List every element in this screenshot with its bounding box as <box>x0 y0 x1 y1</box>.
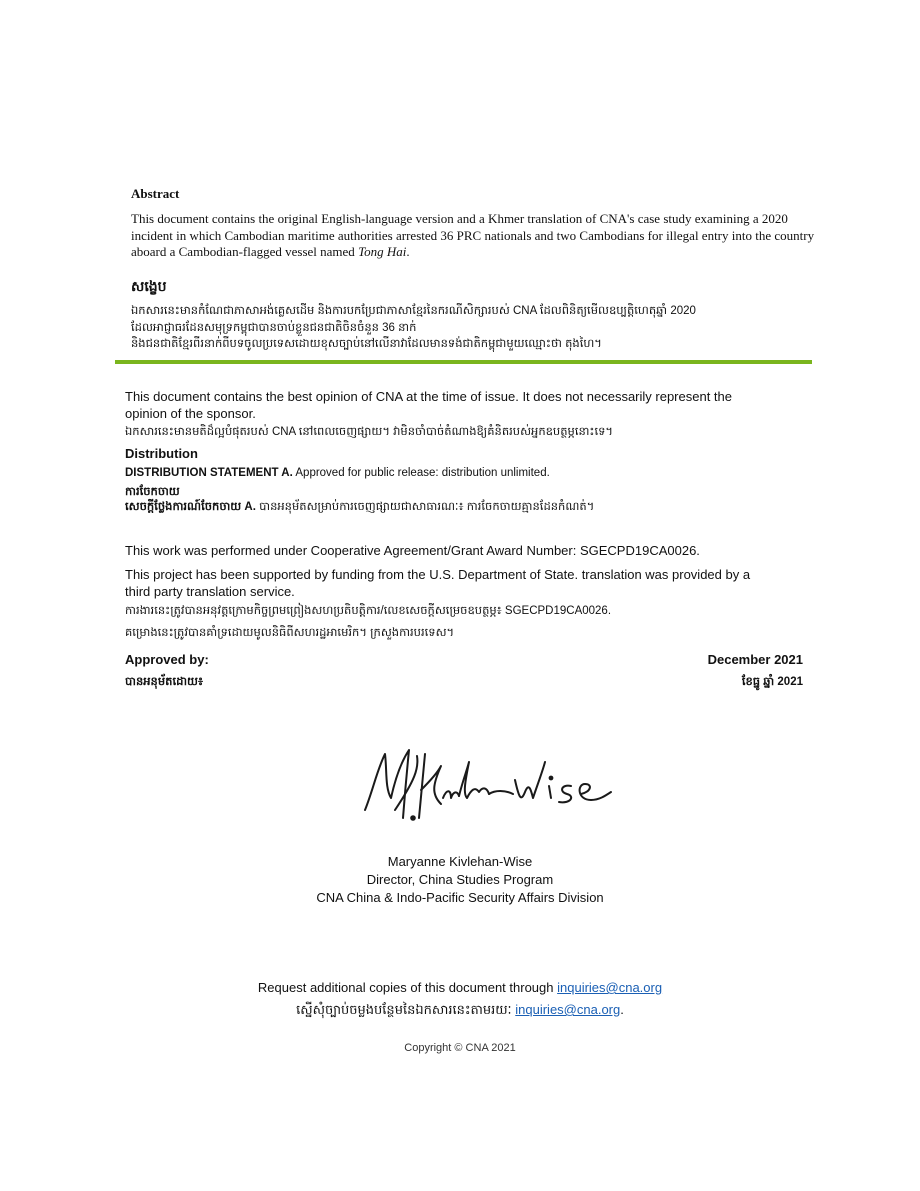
request-copies-period: . <box>620 1002 624 1017</box>
approved-by-label-khmer: បានអនុម័តដោយ៖ <box>125 676 204 688</box>
abstract-text <box>131 211 821 261</box>
approval-date: December 2021 <box>707 652 803 667</box>
abstract-heading: Abstract <box>131 186 180 201</box>
inquiries-email-link-khmer[interactable]: inquiries@cna.org <box>515 1002 621 1017</box>
green-divider <box>115 360 812 364</box>
khmer-summary-text <box>131 303 831 353</box>
opinion-statement: This document contains the best opinion of CNA at the time of issue. It does not necessarily represent the opinion of the sponsor. <box>125 389 733 421</box>
signature-image <box>355 740 625 830</box>
distribution-statement-label: DISTRIBUTION STATEMENT A. <box>125 467 293 479</box>
inquiries-email-link[interactable]: inquiries@cna.org <box>557 980 663 995</box>
opinion-statement-khmer: ឯកសារនេះមានមតិដ៏ល្អបំផុតរបស់ CNA នៅពេលចេញផ្សាយ។ វាមិនចាំបាច់តំណាងឱ្យគំនិតរបស់អ្នកឧបត្ថម្ភនោះទេ។ <box>125 426 614 438</box>
signer-title: Director, China Studies Program <box>366 872 554 887</box>
khmer-summary-heading: សង្ខេប <box>131 278 167 294</box>
distribution-statement-khmer <box>125 499 594 516</box>
funding-statement: This project has been supported by funding from the U.S. Department of State. translation was provided by a third party translation service. <box>125 567 751 599</box>
request-copies-line <box>0 980 920 995</box>
signer-name: Maryanne Kivlehan-Wise <box>387 854 533 869</box>
khmer-summary-line: ឯកសារនេះមានកំណែជាភាសាអង់គ្លេសដើម និងការបកប្រែជាភាសាខ្មែរនៃករណីសិក្សារបស់ CNA ដែលពិនិត្យមើលឧប្បត្តិហេតុឆ្នាំ 2020 <box>131 305 696 317</box>
distribution-statement <box>125 467 550 479</box>
approval-date-khmer: ខែធ្នូ ឆ្នាំ 2021 <box>741 676 803 688</box>
distribution-statement-label-khmer: សេចក្តីថ្លែងការណ៍ចែកចាយ A. <box>125 501 256 513</box>
abstract-period: . <box>406 244 410 259</box>
khmer-summary-line: ដែលអាជ្ញាធរដែនសមុទ្រកម្ពុជាបានចាប់ខ្លួនជនជាតិចិនចំនួន 36 នាក់ <box>131 321 417 334</box>
funding-statement-khmer: គម្រោងនេះត្រូវបានគាំទ្រដោយមូលនិធិពីសហរដ្ឋអាមេរិក។ ក្រសួងការបរទេស។ <box>125 627 455 639</box>
distribution-statement-text: Approved for public release: distribution unlimited. <box>292 467 550 479</box>
abstract-body: This document contains the original English-language version and a Khmer translation of CNA's case study examining a 2020 incident in which Cambodian maritime authorities arrested 36 PRC nationals and two Cambodians for illegal entry into the country aboard a Cambodian-flagged vessel named <box>131 211 815 259</box>
vessel-name: Tong Hai <box>358 244 407 259</box>
signer-block <box>0 853 920 907</box>
distribution-heading-khmer: ការចែកចាយ <box>125 486 180 498</box>
cooperative-agreement-line-khmer: ការងារនេះត្រូវបានអនុវត្តក្រោមកិច្ចព្រមព្រៀងសហប្រតិបត្តិការ/លេខសេចក្តីសម្រេចឧបត្ថម្ភ៖ SGECPD19CA0026. <box>125 605 612 617</box>
request-copies-text-khmer: ស្នើសុំច្បាប់ចម្លងបន្ថែមនៃឯកសារនេះតាមរយៈ <box>296 1002 516 1017</box>
request-copies-text: Request additional copies of this document through <box>257 980 558 995</box>
copyright-notice: Copyright © CNA 2021 <box>404 1042 516 1054</box>
request-copies-line-khmer <box>0 1002 920 1021</box>
cooperative-agreement-line: This work was performed under Cooperative Agreement/Grant Award Number: SGECPD19CA0026. <box>125 543 700 558</box>
khmer-summary-line: និងជនជាតិខ្មែរពីរនាក់ពីបទចូលប្រទេសដោយខុសច្បាប់នៅលើនាវាដែលមានទង់ជាតិកម្ពុជាមួយឈ្មោះថា តុងហៃ។ <box>131 338 602 350</box>
signer-division: CNA China & Indo-Pacific Security Affairs Division <box>316 890 604 905</box>
approved-by-label: Approved by: <box>125 652 209 667</box>
distribution-heading: Distribution <box>125 446 198 461</box>
distribution-statement-text-khmer: បានអនុម័តសម្រាប់ការចេញផ្សាយជាសាធារណៈ៖ ការចែកចាយគ្មានដែនកំណត់។ <box>255 501 595 513</box>
